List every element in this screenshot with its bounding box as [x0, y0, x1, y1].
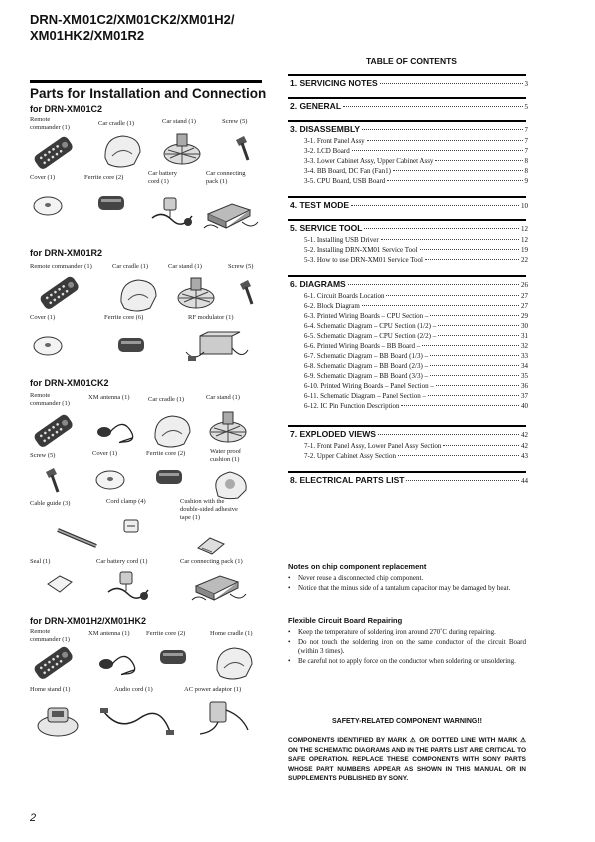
car-stand-icon [174, 272, 220, 316]
toc-entry-servicing-notes[interactable]: 1. SERVICING NOTES 3 [290, 78, 528, 88]
toc-entry-6-11[interactable]: 6-11. Schematic Diagram – Panel Section – 37 [304, 392, 528, 400]
label-remote-commander: Remote commander (1) [30, 116, 70, 131]
label-seal: Seal (1) [30, 558, 51, 565]
cushion-icon [190, 524, 230, 560]
label-car-battery-cord: Car battery cord (1) [96, 558, 148, 565]
toc-entry-6-1[interactable]: 6-1. Circuit Boards Location 27 [304, 292, 528, 300]
remote-commander-icon [36, 272, 86, 316]
model-title: DRN-XM01C2/XM01CK2/XM01H2/ XM01HK2/XM01R2 [30, 12, 235, 43]
toc-rule [288, 219, 526, 221]
cover-icon [30, 326, 66, 362]
car-cradle-icon [116, 272, 162, 316]
car-stand-icon [160, 128, 206, 172]
seal-icon [40, 566, 80, 600]
toc-entry-5-2[interactable]: 5-2. Installing DRN-XM01 Service Tool 19 [304, 246, 528, 254]
cord-clamp-icon [112, 508, 148, 544]
label-car-battery-cord: Car battery cord (1) [148, 170, 178, 185]
toc-rule [288, 471, 526, 473]
label-screw: Screw (5) [228, 263, 254, 270]
toc-rule [288, 275, 526, 277]
rf-modulator-icon [184, 326, 252, 366]
audio-cord-icon [100, 702, 176, 742]
toc-entry-3-3[interactable]: 3-3. Lower Cabinet Assy, Upper Cabinet Assy 8 [304, 157, 528, 165]
label-ac-power-adaptor: AC power adaptor (1) [184, 686, 242, 693]
car-stand-icon [206, 406, 252, 450]
ferrite-core-icon [112, 328, 148, 364]
label-water-proof-cushion: Water proof cushion (1) [210, 448, 242, 463]
label-remote-commander: Remote commander (1) [30, 628, 70, 643]
page-number: 2 [30, 812, 37, 824]
toc-entry-diagrams[interactable]: 6. DIAGRAMS 26 [290, 279, 528, 289]
label-cord-clamp: Cord clamp (4) [106, 498, 146, 505]
toc-entry-disassembly[interactable]: 3. DISASSEMBLY 7 [290, 124, 528, 134]
remote-commander-icon [30, 132, 80, 176]
home-cradle-icon [212, 640, 258, 684]
cover-icon [30, 186, 66, 222]
toc-title: TABLE OF CONTENTS [366, 56, 457, 66]
safety-warning-text: COMPONENTS IDENTIFIED BY MARK ⚠ OR DOTTED LINE WITH MARK ⚠ ON THE SCHEMATIC DIAGRAMS AND IN THE PARTS LIST ARE CRITICAL TO SAFE OPERATION. REPLACE THESE COMPONENTS WITH SONY PARTS WHOSE PART NUMBERS APPEAR AS SHOWN IN THIS MANUAL OR IN SUPPLEMENTS PUBLISHED BY SONY. [288, 737, 526, 782]
toc-rule [288, 196, 526, 198]
toc-entry-6-3[interactable]: 6-3. Printed Wiring Boards – CPU Section – 29 [304, 312, 528, 320]
toc-entry-6-4[interactable]: 6-4. Schematic Diagram – CPU Section (1/2) – 30 [304, 322, 528, 330]
section-rule [30, 80, 262, 83]
toc-rule [288, 425, 526, 427]
label-car-connecting-pack: Car connecting pack (1) [180, 558, 243, 565]
toc-entry-6-12[interactable]: 6-12. IC Pin Function Description 40 [304, 402, 528, 410]
label-home-cradle: Home cradle (1) [210, 630, 253, 637]
toc-rule [288, 97, 526, 99]
label-ferrite-core: Ferrite core (2) [146, 450, 186, 457]
toc-rule [288, 120, 526, 122]
screw-icon [226, 274, 262, 310]
ferrite-core-icon [154, 640, 190, 676]
cover-icon [92, 460, 128, 496]
label-car-connecting-pack: Car connecting pack (1) [206, 170, 246, 185]
toc-entry-6-5[interactable]: 6-5. Schematic Diagram – CPU Section (2/2) – 31 [304, 332, 528, 340]
car-cradle-icon [100, 128, 146, 172]
car-battery-cord-icon [104, 564, 152, 608]
label-ferrite-core: Ferrite core (2) [146, 630, 186, 637]
label-xm-antenna: XM antenna (1) [88, 394, 130, 401]
label-car-stand: Car stand (1) [162, 118, 196, 125]
flex-notes-title: Flexible Circuit Board Repairing [288, 616, 403, 625]
ac-power-adaptor-icon [190, 696, 252, 740]
label-car-cradle: Car cradle (1) [98, 120, 135, 127]
heading-ck2: for DRN-XM01CK2 [30, 378, 109, 388]
toc-entry-6-8[interactable]: 6-8. Schematic Diagram – BB Board (2/3) – 34 [304, 362, 528, 370]
toc-entry-6-9[interactable]: 6-9. Schematic Diagram – BB Board (3/3) – 35 [304, 372, 528, 380]
xm-antenna-icon [92, 408, 138, 452]
toc-entry-6-2[interactable]: 6-2. Block Diagram 27 [304, 302, 528, 310]
toc-entry-3-1[interactable]: 3-1. Front Panel Assy 7 [304, 137, 528, 145]
toc-entry-7-2[interactable]: 7-2. Upper Cabinet Assy Section 43 [304, 452, 528, 460]
label-cushion: Cushion with the double-sided adhesive tape (1) [180, 498, 238, 521]
label-rf-modulator: RF modulator (1) [188, 314, 234, 321]
label-car-cradle: Car cradle (1) [148, 396, 185, 403]
label-home-stand: Home stand (1) [30, 686, 71, 693]
label-car-cradle: Car cradle (1) [112, 263, 149, 270]
label-audio-cord: Audio cord (1) [114, 686, 153, 693]
label-cable-guide: Cable guide (3) [30, 500, 71, 507]
label-car-stand: Car stand (1) [206, 394, 240, 401]
label-remote-commander: Remote commander (1) [30, 263, 92, 270]
toc-rule [288, 74, 526, 76]
label-cover: Cover (1) [92, 450, 118, 457]
cable-guide-icon [56, 506, 102, 550]
toc-entry-7-1[interactable]: 7-1. Front Panel Assy, Lower Panel Assy Section 42 [304, 442, 528, 450]
toc-entry-exploded-views[interactable]: 7. EXPLODED VIEWS 42 [290, 429, 528, 439]
toc-entry-6-10[interactable]: 6-10. Printed Wiring Boards – Panel Section – 36 [304, 382, 528, 390]
ferrite-core-icon [150, 460, 186, 496]
toc-entry-electrical-parts-list[interactable]: 8. ELECTRICAL PARTS LIST 44 [290, 475, 528, 485]
home-stand-icon [34, 698, 84, 742]
remote-commander-icon [30, 642, 80, 686]
safety-warning-title: SAFETY-RELATED COMPONENT WARNING!! [332, 718, 482, 725]
screw-icon [32, 462, 68, 498]
label-xm-antenna: XM antenna (1) [88, 630, 130, 637]
toc-entry-test-mode[interactable]: 4. TEST MODE 10 [290, 200, 528, 210]
label-cover: Cover (1) [30, 314, 56, 321]
flex-notes-list: • Keep the temperature of soldering iron around 270˚C during repairing. • Do not touch the soldering iron on the same conductor of the circuit Board (within 3 times). • Be careful not to apply force on the conductor when soldering or unsoldering. [288, 628, 526, 665]
remote-commander-icon [30, 410, 80, 454]
screw-icon [222, 130, 258, 166]
toc-entry-5-3[interactable]: 5-3. How to use DRN-XM01 Service Tool 22 [304, 256, 528, 264]
heading-c2: for DRN-XM01C2 [30, 104, 103, 114]
toc-entry-3-5[interactable]: 3-5. CPU Board, USB Board 9 [304, 177, 528, 185]
label-screw: Screw (5) [222, 118, 248, 125]
xm-antenna-icon [94, 640, 140, 684]
label-car-stand: Car stand (1) [168, 263, 202, 270]
label-ferrite-core: Ferrite core (2) [84, 174, 124, 181]
toc-entry-3-4[interactable]: 3-4. BB Board, DC Fan (Fan1) 8 [304, 167, 528, 175]
toc-entry-6-7[interactable]: 6-7. Schematic Diagram – BB Board (1/3) – 33 [304, 352, 528, 360]
label-cover: Cover (1) [30, 174, 56, 181]
heading-h2: for DRN-XM01H2/XM01HK2 [30, 616, 147, 626]
label-ferrite-core: Ferrite core (6) [104, 314, 144, 321]
label-screw: Screw (5) [30, 452, 56, 459]
toc-entry-5-1[interactable]: 5-1. Installing USB Driver 12 [304, 236, 528, 244]
toc-entry-6-6[interactable]: 6-6. Printed Wiring Boards – BB Board – 32 [304, 342, 528, 350]
car-connecting-pack-icon [202, 192, 260, 236]
car-connecting-pack-icon [190, 564, 248, 608]
car-battery-cord-icon [148, 190, 196, 234]
chip-notes-title: Notes on chip component replacement [288, 562, 427, 571]
label-remote-commander: Remote commander (1) [30, 392, 70, 407]
toc-entry-3-2[interactable]: 3-2. LCD Board 7 [304, 147, 528, 155]
parts-section-title: Parts for Installation and Connection [30, 86, 267, 101]
toc-entry-general[interactable]: 2. GENERAL 5 [290, 101, 528, 111]
chip-notes-list: • Never reuse a disconnected chip component. • Notice that the minus side of a tantalum capacitor may be damaged by heat. [288, 574, 511, 592]
car-cradle-icon [150, 408, 196, 452]
toc-entry-service-tool[interactable]: 5. SERVICE TOOL 12 [290, 223, 528, 233]
heading-r2: for DRN-XM01R2 [30, 248, 103, 258]
ferrite-core-icon [92, 186, 128, 222]
